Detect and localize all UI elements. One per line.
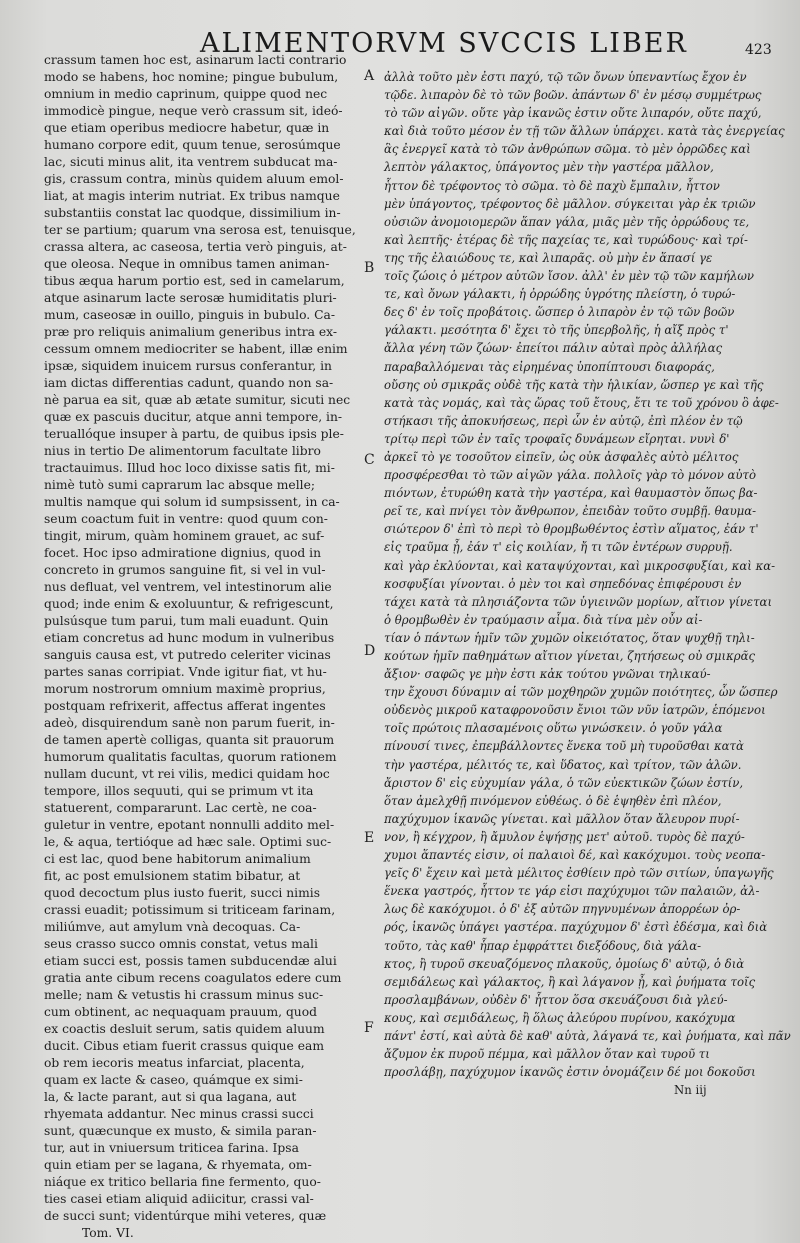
greek-line: χυμοι ἅπαντές εἰσιν, οἱ παλαιοὶ δέ, καὶ κακόχυμοι. τοὺς νεοπα- (384, 848, 766, 863)
greek-line: πίνουσί τινες, ἐπεμβάλλοντες ἕνεκα τοῦ μὴ τυροῦσθαι κατὰ (384, 739, 744, 754)
latin-line: nimè tutò sumi caprarum lac absque melle; (44, 478, 315, 492)
greek-line: παχύχυμον ἱκανῶς γίνεται. καὶ μᾶλλον ὅταν ἄλευρον πυρί- (384, 811, 740, 826)
greek-line: σεμιδάλεως καὶ γάλακτος, ἢ καὶ λάγανον ᾖ, καὶ ῥυήματα τοῖς (384, 974, 756, 989)
greek-line: μὲν ὑπάγοντος, τρέφοντος δὲ μᾶλλον. σύγκειται γὰρ ἐκ τριῶν (384, 196, 756, 211)
latin-line: gratia ante cibum recens coagulatos edere cum (44, 971, 342, 985)
greek-line: τοῦτο, τὰς καθ' ἧπαρ ἐμφράττει διεξόδους, διὰ γάλα- (384, 938, 702, 953)
latin-line: tur, aut in vniuersum triticea farina. Ipsa (44, 1141, 299, 1155)
latin-column (44, 52, 362, 1240)
margin-marker-a: A (364, 68, 375, 84)
greek-line: καὶ γὰρ ἐκλύονται, καὶ καταψύχονται, καὶ μικροσφυξίαι, καὶ κα- (384, 558, 776, 573)
latin-line: immodicè pingue, neque verò crassum sit, ideó- (44, 104, 343, 118)
greek-line: νον, ἢ κέγχρον, ἢ ἄμυλον ἑψήσῃς μετ' αὐτοῦ. τυρὸς δὲ παχύ- (384, 829, 745, 844)
latin-line: modo se habens, hoc nomine; pingue bubulum, (44, 70, 339, 84)
margin-marker-f: F (364, 1020, 374, 1036)
latin-line: tibus æqua harum portio est, sed in camelarum, (44, 274, 345, 288)
greek-line: οὐσιῶν ἀνομοιομερῶν ἅπαν γάλα, μιᾶς μὲν τῆς ὀρρώδους τε, (384, 214, 750, 229)
greek-line: τάχει κατὰ τὰ πλησιάζοντα τῶν ὑγιεινῶν μορίων, αἴτιον γίνεται (384, 594, 773, 609)
greek-line: τε, καὶ ὄνων γάλακτι, ἡ ὀρρώδης ὑγρότης πλείστη, ὁ τυρώ- (384, 287, 736, 302)
latin-line: ties casei etiam aliquid adiicitur, crassi val- (44, 1192, 314, 1206)
latin-line: la, & lacte parant, aut si qua lagana, aut (44, 1090, 297, 1104)
latin-line: humorum qualitatis facultas, quorum rationem (44, 750, 337, 764)
latin-line: ci est lac, quod bene habitorum animalium (44, 852, 311, 866)
latin-line: rhyemata addantur. Nec minus crassi succi (44, 1107, 314, 1121)
greek-line: προσλάβῃ, παχύχυμον ἱκανῶς ἐστιν ὀνομάζειν δέ μοι δοκοῦσι (384, 1065, 756, 1080)
greek-line: ἧττον δὲ τρέφοντος τὸ σῶμα. τὸ δὲ παχὺ ἔμπαλιν, ἧττον (384, 178, 720, 193)
greek-line: γάλακτι. μεσότητα δ' ἔχει τὸ τῆς ὑπερβολῆς, ἡ αἴξ πρὸς τ' (384, 323, 729, 338)
greek-line: ὁ θρομβωθὲν ἐν τραύμασιν αἷμα. διὰ τίνα μὲν οὖν αἰ- (384, 612, 703, 627)
latin-line: crassa altera, ac caseosa, tertia verò pinguis, at- (44, 240, 347, 254)
greek-line: κατὰ τὰς νομάς, καὶ τὰς ὥρας τοῦ ἔτους, ἔτι τε τοῦ χρόνου ὃ ἀφε- (384, 395, 779, 410)
latin-line: humano corpore edit, quum tenue, serosúmque (44, 138, 341, 152)
latin-line: de succi sunt; videntúrque mihi veteres, quæ (44, 1209, 327, 1223)
latin-line: ipsæ, siquidem inuicem rursus conferantur, in (44, 359, 332, 373)
greek-line: εἰς τραῦμα ᾖ, ἐάν τ' εἰς κοιλίαν, ἤ τι τῶν ἐντέρων συρρυῇ. (384, 540, 733, 555)
greek-line: την ἔχουσι δύναμιν αἱ τῶν μοχθηρῶν χυμῶν ποιότητες, ὧν ὥσπερ (384, 685, 778, 700)
latin-line: focet. Hoc ipso admiratione dignius, quod in (44, 546, 322, 560)
latin-line: sanguis causa est, vt putredo celeriter vicinas (44, 648, 331, 662)
page-number: 423 (745, 42, 772, 58)
greek-line: τοῖς πρώτοις πλασαμένοις οὕτω γινώσκειν. ὁ γοῦν γάλα (384, 721, 723, 736)
latin-line: guletur in ventre, epotant nonnulli addito mel- (44, 818, 335, 832)
greek-line: κούτων ἡμῖν παθημάτων αἴτιον γίνεται, ζητήσεως οὐ σμικρᾶς (384, 649, 756, 663)
latin-line: quin etiam per se lagana, & rhyemata, om- (44, 1158, 312, 1172)
latin-line: tempore, illos sequuti, qui se primum vt ita (44, 784, 314, 798)
latin-line: crassum tamen hoc est, asinarum lacti contrario (44, 53, 347, 67)
latin-line: tractauimus. Illud hoc loco dixisse satis fit, mi- (44, 461, 335, 475)
greek-line: στήκασι τῆς ἀποκυήσεως, περὶ ὧν ἐν αὐτῷ, ἐπὶ πλέον ἐν τῷ (384, 413, 743, 428)
greek-line: παραβαλλόμεναι τὰς εἰρημένας ὑποπίπτουσι διαφοράς, (384, 359, 715, 374)
latin-line: partes sanas corripiat. Vnde igitur fiat, vt hu- (44, 665, 327, 679)
greek-line: ὅταν ἀμελχθῇ πινόμενον εὐθέως. ὁ δὲ ἑψηθὲν ἐπὶ πλέον, (384, 793, 722, 808)
latin-line: lac, sicuti minus alit, ita ventrem subducat ma- (44, 155, 338, 169)
running-header: ALIMENTORVM SVCCIS LIBER (200, 28, 688, 59)
greek-line: ρεῖ τε, καὶ πνίγει τὸν ἄνθρωπον, ἐπειδὰν τοῦτο συμβῇ. θαυμα- (384, 504, 757, 519)
latin-line: gis, crassum contra, minùs quidem aluum emol- (44, 172, 344, 186)
latin-line: liat, at magis interim nutriat. Ex tribus namque (44, 189, 340, 203)
latin-line: seus crasso succo omnis constat, vetus mali (44, 937, 318, 951)
latin-line: quæ ex pascuis ducitur, atque anni tempore, in- (44, 410, 343, 424)
latin-line: Tom. VI. (82, 1226, 134, 1240)
greek-line: πιόντων, ἐτυρώθη κατὰ τὴν γαστέρα, καὶ θαυμαστὸν ὅπως βα- (384, 486, 758, 501)
greek-line: Nn iij (674, 1083, 707, 1098)
latin-line: nus defluat, vel ventrem, vel intestinorum alie (44, 580, 332, 594)
latin-line: pulsúsque tum parui, tum mali euadunt. Quin (44, 614, 329, 628)
latin-line: ob rem iecoris meatus infarciat, placenta, (44, 1056, 305, 1070)
margin-marker-e: E (364, 830, 375, 846)
greek-line: δες δ' ἐν τοῖς προβάτοις. ὥσπερ ὁ λιπαρὸν ἐν τῷ τῶν βοῶν (384, 305, 735, 320)
latin-line: que etiam operibus mediocre habetur, quæ in (44, 121, 330, 135)
greek-line: τίαν ὁ πάντων ἡμῖν τῶν χυμῶν οἰκειότατος, ὅταν ψυχθῇ τηλι- (384, 630, 755, 645)
latin-line: statuerent, compararunt. Lac certè, ne coa- (44, 801, 317, 815)
greek-line: οὔσης οὐ σμικρᾶς οὐδὲ τῆς κατὰ τὴν ἡλικίαν, ὥσπερ γε καὶ τῆς (384, 377, 764, 392)
latin-line: atque asinarum lacte serosæ humiditatis pluri- (44, 291, 337, 305)
latin-line: seum coactum fuit in ventre: quod quum con- (44, 512, 328, 526)
latin-line: etiam concretus ad hunc modum in vulneribus (44, 631, 335, 645)
greek-line: τρίτῳ περὶ τῶν ἐν ταῖς τροφαῖς δυνάμεων εἴρηται. νυνὶ δ' (384, 431, 730, 446)
latin-line: teruallóque insuper à partu, de quibus ipsis ple- (44, 427, 344, 441)
latin-line: iam dictas differentias cadunt, quando non sa- (44, 376, 334, 390)
latin-line: substantiis constat lac quodque, dissimilium in- (44, 206, 341, 220)
latin-line: miliúmve, aut amylum vnà decoquas. Ca- (44, 920, 301, 934)
latin-line: le, & aqua, tertióque ad hæc sale. Optimi suc- (44, 835, 332, 849)
latin-line: concreto in grumos sanguine fit, si vel in vul- (44, 563, 326, 577)
greek-line: σιώτερον δ' ἐπὶ τὸ περὶ τὸ θρομβωθέντος ἐστὶν αἵματος, ἐάν τ' (384, 522, 759, 537)
greek-line: τοῖς ζώοις ὁ μέτρον αὐτῶν ἴσον. ἀλλ' ἐν μὲν τῷ τῶν καμήλων (384, 269, 754, 284)
latin-line: que oleosa. Neque in omnibus tamen animan- (44, 257, 330, 271)
greek-line: καὶ διὰ τοῦτο μέσον ἐν τῇ τῶν ἄλλων ὑπάρχει. κατὰ τὰς ἐνεργείας (384, 124, 785, 139)
latin-line: sunt, quæcunque ex musto, & simila paran- (44, 1124, 317, 1138)
greek-line: καὶ λεπτῆς· ἑτέρας δὲ τῆς παχείας τε, καὶ τυρώδους· καὶ τρί- (384, 232, 748, 247)
latin-line: quod; inde enim & exoluuntur, & refrigescunt, (44, 597, 334, 611)
latin-line: quod decoctum plus iusto fuerit, succi nimis (44, 886, 321, 900)
greek-line: τῷδε. λιπαρὸν δὲ τὸ τῶν βοῶν. ἀπάντων δ' ἐν μέσῳ συμμέτρως (384, 88, 762, 103)
greek-line: τὴν γαστέρα, μέλιτός τε, καὶ ὕδατος, καὶ τρίτον, τῶν ἁλῶν. (384, 757, 742, 772)
latin-line: cessum omnem mediocriter se habent, illæ enim (44, 342, 348, 356)
margin-marker-b: B (364, 260, 375, 276)
greek-line: πάντ' ἐστί, καὶ αὐτὰ δὲ καθ' αὑτὰ, λάγανά τε, καὶ ῥυήματα, καὶ πᾶν (384, 1028, 791, 1043)
latin-line: de tamen apertè colligas, quanta sit prauorum (44, 733, 335, 747)
greek-line: λως δὲ κακόχυμοι. ὁ δ' ἐξ αὐτῶν πηγνυμένων ἀπορρέων ὀρ- (384, 902, 741, 917)
greek-line: ἀρκεῖ τὸ γε τοσοῦτον εἰπεῖν, ὡς οὐκ ἀσφαλὲς αὐτὸ μέλιτος (384, 449, 739, 464)
latin-line: cum obtinent, ac nequaquam prauum, quod (44, 1005, 318, 1019)
greek-line: της τῆς ἐλαιώδους τε, καὶ λιπαρᾶς. οὐ μὴν ἐν ἅπασί γε (384, 250, 713, 265)
latin-line: etiam succi est, possis tamen subducendæ alui (44, 954, 337, 968)
latin-line: ducit. Cibus etiam fuerit crassus quique eam (44, 1039, 325, 1053)
greek-line: κους, καὶ σεμιδάλεως, ἢ ὅλως ἀλεύρου πυρίνου, κακόχυμα (384, 1010, 736, 1025)
latin-line: morum nostrorum omnium maximè proprius, (44, 682, 326, 696)
greek-line: ἄριστον δ' εἰς εὐχυμίαν γάλα, ὁ τῶν εὐεκτικῶν ζώων ἐστίν, (384, 775, 744, 790)
latin-line: quam ex lacte & caseo, quámque ex simi- (44, 1073, 303, 1087)
latin-line: nullam ducunt, vt rei vilis, medici quidam hoc (44, 767, 330, 781)
greek-line: γεῖς δ' ἔχειν καὶ μετὰ μέλιτος ἐσθίειν πρὸ τῶν σιτίων, ὑπαγωγῆς (384, 866, 774, 881)
greek-line: ἃς ἐνεργεῖ κατὰ τὸ τῶν ἀνθρώπων σῶμα. τὸ μὲν ὀρρῶδες καὶ (384, 142, 751, 157)
greek-line: ρός, ἱκανῶς ὑπάγει γαστέρα. παχύχυμον δ' ἐστὶ ἐδέσμα, καὶ διὰ (384, 920, 768, 935)
greek-line: προσλαμβάνων, οὐδὲν δ' ἧττον ὅσα σκευάζουσι διὰ γλεύ- (384, 992, 728, 1007)
greek-line: λεπτὸν γάλακτος, ὑπάγοντος μὲν τὴν γαστέρα μᾶλλον, (384, 160, 714, 175)
greek-line: ἀλλὰ τοῦτο μὲν ἐστι παχύ, τῷ τῶν ὄνων ὑπεναντίως ἔχον ἐν (384, 70, 747, 84)
greek-line: προσφέρεσθαι τὸ τῶν αἰγῶν γάλα. πολλοῖς γὰρ τὸ μόνον αὐτὸ (384, 468, 757, 483)
greek-line: οὐδενὸς μικροῦ καταφρονοῦσιν ἔνιοι τῶν νῦν ἰατρῶν, ἑπόμενοι (384, 703, 766, 718)
latin-line: adeò, disquirendum sanè non parum fuerit, in- (44, 716, 335, 730)
greek-line: ἕνεκα γαστρός, ἧττον τε γάρ εἰσι παχύχυμοι τῶν παλαιῶν, ἀλ- (384, 884, 760, 899)
latin-line: melle; nam & vetustis hi crassum minus suc- (44, 988, 324, 1002)
latin-line: niáque ex tritico bellaria fine fermento, quo- (44, 1175, 321, 1189)
latin-line: præ pro reliquis animalium generibus intra ex- (44, 325, 338, 339)
latin-line: nè parua ea sit, quæ ab ætate sumitur, sicuti nec (44, 393, 351, 407)
greek-column (384, 68, 791, 1228)
greek-line: κτος, ἢ τυροῦ σκευαζόμενος πλακοῦς, ὁμοίως δ' αὐτῷ, ὁ διὰ (384, 956, 745, 971)
latin-line: ex coactis desluit serum, satis quidem aluum (44, 1022, 325, 1036)
greek-line: ἄζυμον ἐκ πυροῦ πέμμα, καὶ μᾶλλον ὅταν καὶ τυροῦ τι (384, 1047, 710, 1062)
latin-line: omnium in medio caprinum, quippe quod nec (44, 87, 328, 101)
latin-line: mum, caseosæ in ouillo, pinguis in bubulo. Ca- (44, 308, 335, 322)
greek-line: τὸ τῶν αἰγῶν. οὔτε γὰρ ἱκανῶς ἐστιν οὔτε λιπαρόν, οὔτε παχύ, (384, 106, 762, 121)
margin-marker-c: C (364, 452, 375, 468)
latin-line: tingit, mirum, quàm hominem grauet, ac suf- (44, 529, 325, 543)
greek-line: κοσφυξίαι γίνονται. ὁ μὲν τοι καὶ σηπεδόνας ἐπιφέρουσι ἐν (384, 576, 742, 591)
latin-line: postquam refrixerit, affectus afferat ingentes (44, 699, 326, 713)
latin-line: multis namque qui solum id sumpsissent, in ca- (44, 495, 340, 509)
latin-line: ter se partium; quarum vna serosa est, tenuisque, (44, 223, 356, 237)
latin-line: fit, ac post emulsionem statim bibatur, at (44, 869, 301, 883)
greek-line: ἄλλα γένη τῶν ζώων· ἐπείτοι πάλιν αὐταὶ πρὸς ἀλλήλας (384, 341, 723, 356)
latin-line: crassi euadit; potissimum si triticeam farinam, (44, 903, 336, 917)
margin-marker-d: D (364, 643, 376, 659)
greek-line: ἄξιον· σαφῶς γε μὴν ἐστι κἀκ τούτου γνῶναι τηλικαύ- (384, 667, 711, 682)
latin-line: nius in tertio De alimentorum facultate libro (44, 444, 321, 458)
